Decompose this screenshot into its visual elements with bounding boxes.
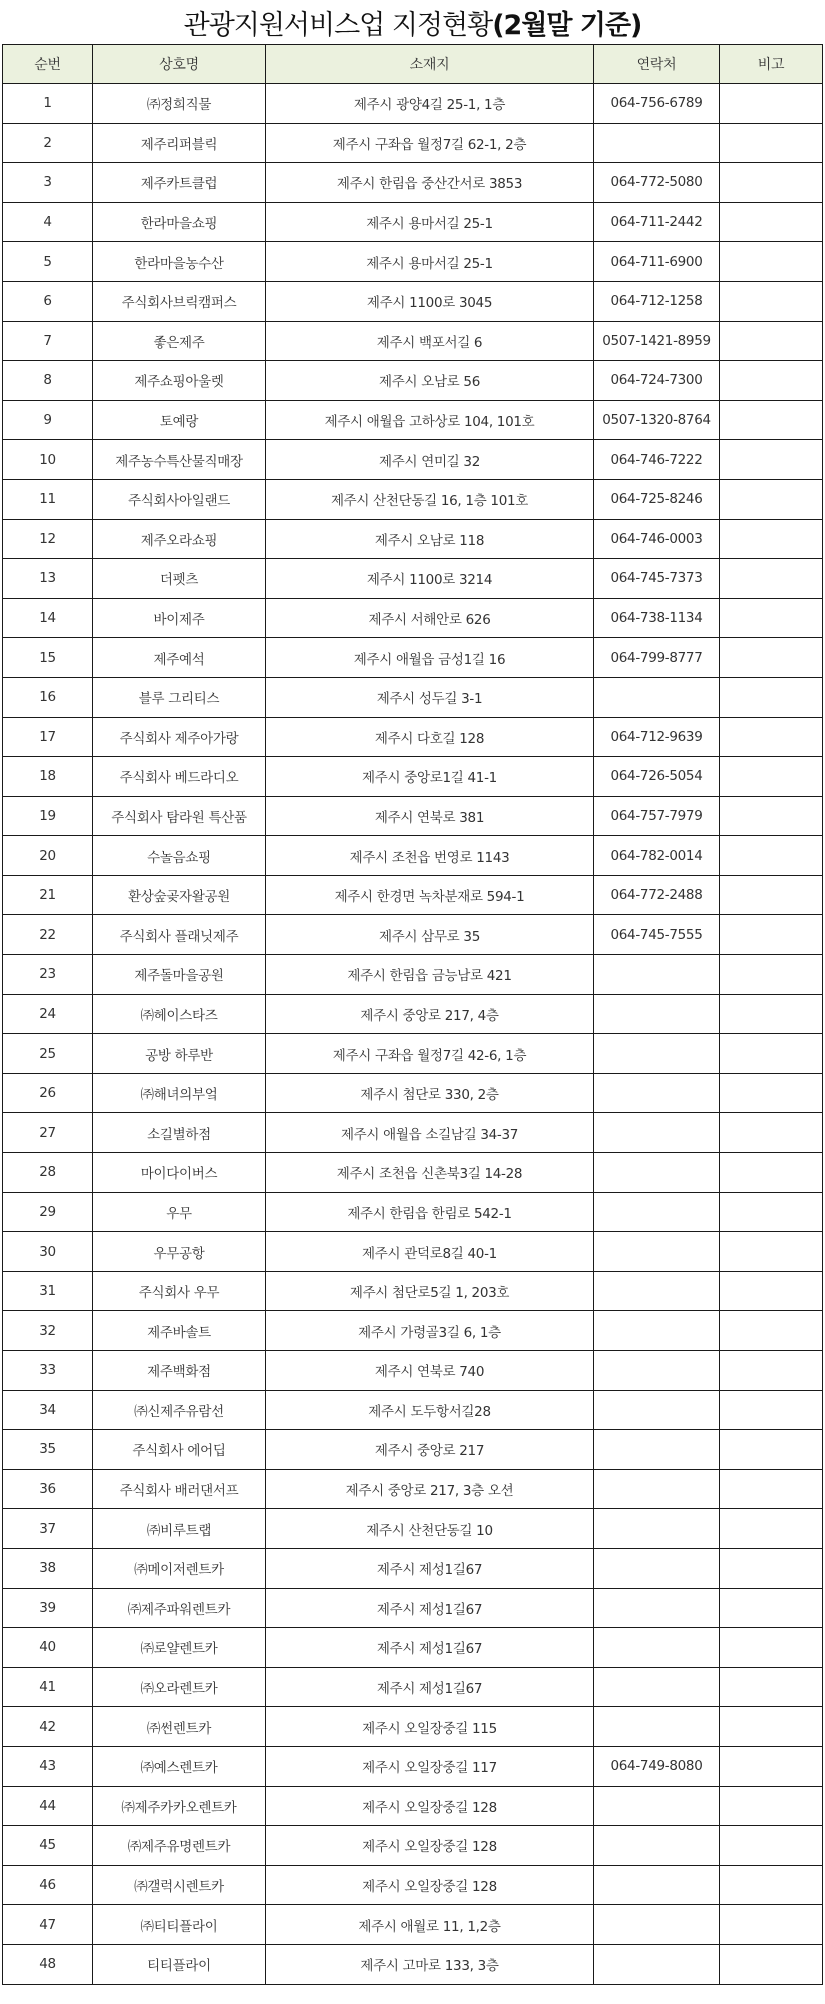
cell-note xyxy=(720,1271,823,1311)
cell-phone: 064-749-8080 xyxy=(594,1746,720,1786)
cell-number: 8 xyxy=(3,361,93,401)
cell-number: 27 xyxy=(3,1113,93,1153)
cell-note xyxy=(720,519,823,559)
cell-address: 제주시 조천읍 신촌북3길 14-28 xyxy=(266,1153,594,1193)
table-row xyxy=(3,994,823,1034)
cell-address: 제주시 성두길 3-1 xyxy=(266,677,594,717)
cell-note xyxy=(720,440,823,480)
cell-note xyxy=(720,163,823,203)
cell-business-name: 주식회사브릭캠퍼스 xyxy=(93,281,266,321)
table-body xyxy=(3,84,823,1985)
table-row xyxy=(3,123,823,163)
cell-business-name: ㈜제주카카오렌트카 xyxy=(93,1786,266,1826)
cell-number: 14 xyxy=(3,598,93,638)
cell-phone xyxy=(594,1905,720,1945)
table-row xyxy=(3,163,823,203)
cell-note xyxy=(720,1232,823,1272)
cell-address: 제주시 오일장중길 128 xyxy=(266,1826,594,1866)
header-row xyxy=(3,45,823,84)
cell-address: 제주시 1100로 3214 xyxy=(266,559,594,599)
cell-address: 제주시 연미길 32 xyxy=(266,440,594,480)
table-row xyxy=(3,1786,823,1826)
cell-note xyxy=(720,1034,823,1074)
cell-business-name: ㈜해녀의부엌 xyxy=(93,1073,266,1113)
cell-business-name: 주식회사아일랜드 xyxy=(93,479,266,519)
table-row xyxy=(3,84,823,124)
cell-number: 15 xyxy=(3,638,93,678)
cell-phone xyxy=(594,1271,720,1311)
cell-address: 제주시 조천읍 번영로 1143 xyxy=(266,836,594,876)
cell-phone xyxy=(594,1390,720,1430)
cell-phone: 064-772-5080 xyxy=(594,163,720,203)
table-row xyxy=(3,638,823,678)
cell-note xyxy=(720,361,823,401)
cell-phone: 064-757-7979 xyxy=(594,796,720,836)
cell-note xyxy=(720,757,823,797)
cell-business-name: 제주예석 xyxy=(93,638,266,678)
cell-phone xyxy=(594,1786,720,1826)
table-row xyxy=(3,915,823,955)
cell-business-name: 주식회사 우무 xyxy=(93,1271,266,1311)
cell-business-name: 한라마을농수산 xyxy=(93,242,266,282)
cell-number: 12 xyxy=(3,519,93,559)
cell-number: 26 xyxy=(3,1073,93,1113)
cell-phone: 064-772-2488 xyxy=(594,875,720,915)
cell-phone xyxy=(594,1153,720,1193)
table-row xyxy=(3,281,823,321)
cell-note xyxy=(720,559,823,599)
cell-note xyxy=(720,400,823,440)
cell-number: 36 xyxy=(3,1469,93,1509)
table-row xyxy=(3,1232,823,1272)
table-row xyxy=(3,1548,823,1588)
cell-note xyxy=(720,1073,823,1113)
cell-phone: 064-725-8246 xyxy=(594,479,720,519)
cell-address: 제주시 삼무로 35 xyxy=(266,915,594,955)
cell-note xyxy=(720,638,823,678)
column-header-business-name: 상호명 xyxy=(93,45,266,84)
table-row xyxy=(3,717,823,757)
cell-address: 제주시 제성1길67 xyxy=(266,1548,594,1588)
table-row xyxy=(3,1905,823,1945)
table-row xyxy=(3,757,823,797)
table-row xyxy=(3,1430,823,1470)
cell-address: 제주시 제성1길67 xyxy=(266,1588,594,1628)
cell-note xyxy=(720,281,823,321)
cell-number: 31 xyxy=(3,1271,93,1311)
cell-phone xyxy=(594,1232,720,1272)
cell-number: 25 xyxy=(3,1034,93,1074)
cell-number: 19 xyxy=(3,796,93,836)
page-title xyxy=(0,0,825,45)
table-row xyxy=(3,955,823,995)
cell-note xyxy=(720,84,823,124)
table-row xyxy=(3,440,823,480)
cell-business-name: ㈜갤럭시렌트카 xyxy=(93,1865,266,1905)
cell-address: 제주시 오남로 118 xyxy=(266,519,594,559)
cell-number: 47 xyxy=(3,1905,93,1945)
cell-number: 34 xyxy=(3,1390,93,1430)
table-row xyxy=(3,1271,823,1311)
cell-phone xyxy=(594,1430,720,1470)
cell-phone xyxy=(594,1865,720,1905)
cell-phone: 064-745-7555 xyxy=(594,915,720,955)
cell-business-name: ㈜썬렌트카 xyxy=(93,1707,266,1747)
cell-note xyxy=(720,598,823,638)
cell-address: 제주시 한림읍 금능남로 421 xyxy=(266,955,594,995)
cell-phone xyxy=(594,1469,720,1509)
cell-business-name: 주식회사 탐라원 특산품 xyxy=(93,796,266,836)
cell-number: 4 xyxy=(3,202,93,242)
cell-business-name: 제주돌마을공원 xyxy=(93,955,266,995)
cell-address: 제주시 백포서길 6 xyxy=(266,321,594,361)
table-row xyxy=(3,559,823,599)
cell-number: 10 xyxy=(3,440,93,480)
cell-phone: 064-726-5054 xyxy=(594,757,720,797)
cell-business-name: 더펫츠 xyxy=(93,559,266,599)
cell-address: 제주시 중앙로 217, 3층 오션 xyxy=(266,1469,594,1509)
cell-phone xyxy=(594,1113,720,1153)
cell-number: 35 xyxy=(3,1430,93,1470)
cell-phone: 064-712-9639 xyxy=(594,717,720,757)
cell-address: 제주시 오일장중길 128 xyxy=(266,1786,594,1826)
cell-business-name: 제주쇼핑아울렛 xyxy=(93,361,266,401)
cell-business-name: 블루 그리티스 xyxy=(93,677,266,717)
title-main: 관광지원서비스업 지정현황 xyxy=(183,10,493,41)
cell-number: 3 xyxy=(3,163,93,203)
cell-note xyxy=(720,677,823,717)
table-row xyxy=(3,519,823,559)
cell-note xyxy=(720,1746,823,1786)
cell-phone xyxy=(594,1667,720,1707)
cell-note xyxy=(720,1153,823,1193)
cell-address: 제주시 제성1길67 xyxy=(266,1628,594,1668)
table-row xyxy=(3,1192,823,1232)
cell-number: 40 xyxy=(3,1628,93,1668)
cell-address: 제주시 오남로 56 xyxy=(266,361,594,401)
cell-note xyxy=(720,1865,823,1905)
cell-phone xyxy=(594,677,720,717)
cell-phone: 064-711-2442 xyxy=(594,202,720,242)
column-header-number: 순번 xyxy=(3,45,93,84)
cell-number: 29 xyxy=(3,1192,93,1232)
cell-note xyxy=(720,123,823,163)
cell-phone xyxy=(594,1826,720,1866)
cell-phone xyxy=(594,955,720,995)
cell-note xyxy=(720,1548,823,1588)
cell-number: 23 xyxy=(3,955,93,995)
cell-business-name: 토예랑 xyxy=(93,400,266,440)
cell-business-name: 소길별하점 xyxy=(93,1113,266,1153)
cell-note xyxy=(720,242,823,282)
column-header-phone: 연락처 xyxy=(594,45,720,84)
table-row xyxy=(3,1034,823,1074)
cell-note xyxy=(720,1628,823,1668)
cell-number: 48 xyxy=(3,1944,93,1984)
cell-business-name: 주식회사 배러댄서프 xyxy=(93,1469,266,1509)
cell-business-name: ㈜예스렌트카 xyxy=(93,1746,266,1786)
cell-number: 42 xyxy=(3,1707,93,1747)
cell-address: 제주시 고마로 133, 3층 xyxy=(266,1944,594,1984)
cell-number: 28 xyxy=(3,1153,93,1193)
cell-number: 46 xyxy=(3,1865,93,1905)
cell-address: 제주시 제성1길67 xyxy=(266,1667,594,1707)
cell-note xyxy=(720,1430,823,1470)
cell-business-name: 한라마을쇼핑 xyxy=(93,202,266,242)
cell-number: 24 xyxy=(3,994,93,1034)
cell-phone xyxy=(594,1073,720,1113)
cell-address: 제주시 구좌읍 월정7길 62-1, 2층 xyxy=(266,123,594,163)
cell-business-name: 티티플라이 xyxy=(93,1944,266,1984)
cell-note xyxy=(720,1667,823,1707)
cell-phone: 064-799-8777 xyxy=(594,638,720,678)
cell-number: 17 xyxy=(3,717,93,757)
cell-address: 제주시 중앙로 217 xyxy=(266,1430,594,1470)
cell-business-name: 제주오라쇼핑 xyxy=(93,519,266,559)
table-row xyxy=(3,1153,823,1193)
cell-business-name: 제주바솔트 xyxy=(93,1311,266,1351)
cell-phone xyxy=(594,123,720,163)
cell-address: 제주시 한림읍 중산간서로 3853 xyxy=(266,163,594,203)
cell-address: 제주시 용마서길 25-1 xyxy=(266,202,594,242)
cell-number: 18 xyxy=(3,757,93,797)
cell-business-name: 좋은제주 xyxy=(93,321,266,361)
cell-note xyxy=(720,1469,823,1509)
table-row xyxy=(3,479,823,519)
cell-note xyxy=(720,1192,823,1232)
cell-phone xyxy=(594,1944,720,1984)
cell-number: 6 xyxy=(3,281,93,321)
cell-phone xyxy=(594,1628,720,1668)
cell-address: 제주시 첨단로5길 1, 203호 xyxy=(266,1271,594,1311)
cell-phone: 064-745-7373 xyxy=(594,559,720,599)
designation-table xyxy=(2,44,823,1985)
cell-number: 45 xyxy=(3,1826,93,1866)
cell-phone: 064-746-7222 xyxy=(594,440,720,480)
table-row xyxy=(3,1588,823,1628)
cell-phone: 064-712-1258 xyxy=(594,281,720,321)
table-row xyxy=(3,1073,823,1113)
cell-note xyxy=(720,1944,823,1984)
cell-note xyxy=(720,1311,823,1351)
cell-address: 제주시 한경면 녹차분재로 594-1 xyxy=(266,875,594,915)
cell-note xyxy=(720,994,823,1034)
table-row xyxy=(3,202,823,242)
table-row xyxy=(3,598,823,638)
title-suffix: (2월말 기준) xyxy=(492,10,642,41)
table-row xyxy=(3,1390,823,1430)
cell-address: 제주시 산천단동길 16, 1층 101호 xyxy=(266,479,594,519)
cell-note xyxy=(720,479,823,519)
cell-phone: 064-711-6900 xyxy=(594,242,720,282)
cell-address: 제주시 다호길 128 xyxy=(266,717,594,757)
table-row xyxy=(3,1628,823,1668)
cell-business-name: 환상숲곶자왈공원 xyxy=(93,875,266,915)
cell-number: 33 xyxy=(3,1351,93,1391)
table-row xyxy=(3,1113,823,1153)
cell-business-name: 제주백화점 xyxy=(93,1351,266,1391)
cell-number: 11 xyxy=(3,479,93,519)
cell-address: 제주시 도두항서길28 xyxy=(266,1390,594,1430)
cell-address: 제주시 애월읍 소길남길 34-37 xyxy=(266,1113,594,1153)
cell-number: 38 xyxy=(3,1548,93,1588)
table-row xyxy=(3,875,823,915)
table-row xyxy=(3,321,823,361)
cell-address: 제주시 광양4길 25-1, 1층 xyxy=(266,84,594,124)
cell-number: 13 xyxy=(3,559,93,599)
cell-business-name: ㈜제주유명렌트카 xyxy=(93,1826,266,1866)
cell-note xyxy=(720,717,823,757)
cell-phone: 064-738-1134 xyxy=(594,598,720,638)
table-row xyxy=(3,242,823,282)
cell-note xyxy=(720,836,823,876)
cell-note xyxy=(720,1905,823,1945)
cell-phone xyxy=(594,1311,720,1351)
cell-business-name: ㈜제주파워렌트카 xyxy=(93,1588,266,1628)
cell-business-name: 제주농수특산물직매장 xyxy=(93,440,266,480)
cell-number: 5 xyxy=(3,242,93,282)
cell-address: 제주시 가령골3길 6, 1층 xyxy=(266,1311,594,1351)
cell-number: 37 xyxy=(3,1509,93,1549)
cell-business-name: 주식회사 베드라디오 xyxy=(93,757,266,797)
cell-address: 제주시 용마서길 25-1 xyxy=(266,242,594,282)
cell-note xyxy=(720,875,823,915)
cell-business-name: ㈜신제주유람선 xyxy=(93,1390,266,1430)
cell-phone xyxy=(594,1707,720,1747)
cell-number: 44 xyxy=(3,1786,93,1826)
cell-number: 1 xyxy=(3,84,93,124)
cell-address: 제주시 구좌읍 월정7길 42-6, 1층 xyxy=(266,1034,594,1074)
cell-business-name: ㈜티티플라이 xyxy=(93,1905,266,1945)
cell-note xyxy=(720,1786,823,1826)
cell-phone xyxy=(594,1509,720,1549)
cell-business-name: 주식회사 제주아가랑 xyxy=(93,717,266,757)
table-row xyxy=(3,1865,823,1905)
cell-phone: 064-756-6789 xyxy=(594,84,720,124)
cell-phone xyxy=(594,1192,720,1232)
cell-business-name: 제주카트클럽 xyxy=(93,163,266,203)
cell-phone xyxy=(594,1351,720,1391)
cell-number: 39 xyxy=(3,1588,93,1628)
cell-address: 제주시 중앙로 217, 4층 xyxy=(266,994,594,1034)
table-row xyxy=(3,1667,823,1707)
cell-number: 21 xyxy=(3,875,93,915)
cell-phone xyxy=(594,994,720,1034)
cell-address: 제주시 한림읍 한림로 542-1 xyxy=(266,1192,594,1232)
cell-business-name: 수놀음쇼핑 xyxy=(93,836,266,876)
cell-address: 제주시 애월읍 고하상로 104, 101호 xyxy=(266,400,594,440)
cell-note xyxy=(720,1707,823,1747)
cell-phone: 064-782-0014 xyxy=(594,836,720,876)
cell-note xyxy=(720,1826,823,1866)
table-row xyxy=(3,1469,823,1509)
cell-business-name: 공방 하루반 xyxy=(93,1034,266,1074)
table-row xyxy=(3,1509,823,1549)
cell-address: 제주시 첨단로 330, 2층 xyxy=(266,1073,594,1113)
cell-business-name: ㈜정희직물 xyxy=(93,84,266,124)
cell-address: 제주시 오일장중길 117 xyxy=(266,1746,594,1786)
cell-business-name: 우무공항 xyxy=(93,1232,266,1272)
cell-number: 43 xyxy=(3,1746,93,1786)
cell-address: 제주시 연북로 740 xyxy=(266,1351,594,1391)
cell-phone xyxy=(594,1548,720,1588)
cell-note xyxy=(720,321,823,361)
table-row xyxy=(3,361,823,401)
cell-phone: 064-724-7300 xyxy=(594,361,720,401)
table-row xyxy=(3,1826,823,1866)
column-header-address: 소재지 xyxy=(266,45,594,84)
cell-business-name: ㈜헤이스타즈 xyxy=(93,994,266,1034)
cell-address: 제주시 오일장중길 115 xyxy=(266,1707,594,1747)
table-row xyxy=(3,1944,823,1984)
cell-business-name: ㈜오라렌트카 xyxy=(93,1667,266,1707)
cell-business-name: 마이다이버스 xyxy=(93,1153,266,1193)
cell-business-name: 주식회사 에어딥 xyxy=(93,1430,266,1470)
table-row xyxy=(3,836,823,876)
cell-note xyxy=(720,955,823,995)
cell-address: 제주시 애월읍 금성1길 16 xyxy=(266,638,594,678)
cell-business-name: 바이제주 xyxy=(93,598,266,638)
cell-number: 30 xyxy=(3,1232,93,1272)
cell-note xyxy=(720,202,823,242)
cell-phone xyxy=(594,1588,720,1628)
cell-note xyxy=(720,1509,823,1549)
cell-phone: 0507-1421-8959 xyxy=(594,321,720,361)
cell-number: 2 xyxy=(3,123,93,163)
cell-phone xyxy=(594,1034,720,1074)
cell-address: 제주시 오일장중길 128 xyxy=(266,1865,594,1905)
cell-address: 제주시 1100로 3045 xyxy=(266,281,594,321)
cell-address: 제주시 관덕로8길 40-1 xyxy=(266,1232,594,1272)
cell-number: 7 xyxy=(3,321,93,361)
cell-note xyxy=(720,796,823,836)
cell-note xyxy=(720,915,823,955)
cell-phone: 0507-1320-8764 xyxy=(594,400,720,440)
cell-business-name: ㈜메이저렌트카 xyxy=(93,1548,266,1588)
table-row xyxy=(3,1351,823,1391)
cell-address: 제주시 중앙로1길 41-1 xyxy=(266,757,594,797)
table-row xyxy=(3,1746,823,1786)
cell-note xyxy=(720,1390,823,1430)
cell-business-name: 제주리퍼블릭 xyxy=(93,123,266,163)
cell-address: 제주시 서해안로 626 xyxy=(266,598,594,638)
cell-phone: 064-746-0003 xyxy=(594,519,720,559)
cell-note xyxy=(720,1351,823,1391)
cell-business-name: ㈜로얄렌트카 xyxy=(93,1628,266,1668)
table-row xyxy=(3,796,823,836)
table-row xyxy=(3,1311,823,1351)
cell-address: 제주시 연북로 381 xyxy=(266,796,594,836)
table-row xyxy=(3,1707,823,1747)
cell-number: 20 xyxy=(3,836,93,876)
table-row xyxy=(3,677,823,717)
cell-number: 32 xyxy=(3,1311,93,1351)
cell-address: 제주시 산천단동길 10 xyxy=(266,1509,594,1549)
cell-business-name: ㈜비루트랩 xyxy=(93,1509,266,1549)
cell-note xyxy=(720,1588,823,1628)
cell-address: 제주시 애월로 11, 1,2층 xyxy=(266,1905,594,1945)
column-header-note: 비고 xyxy=(720,45,823,84)
table-row xyxy=(3,400,823,440)
cell-number: 41 xyxy=(3,1667,93,1707)
cell-business-name: 주식회사 플래닛제주 xyxy=(93,915,266,955)
cell-number: 9 xyxy=(3,400,93,440)
cell-number: 16 xyxy=(3,677,93,717)
cell-business-name: 우무 xyxy=(93,1192,266,1232)
cell-number: 22 xyxy=(3,915,93,955)
cell-note xyxy=(720,1113,823,1153)
